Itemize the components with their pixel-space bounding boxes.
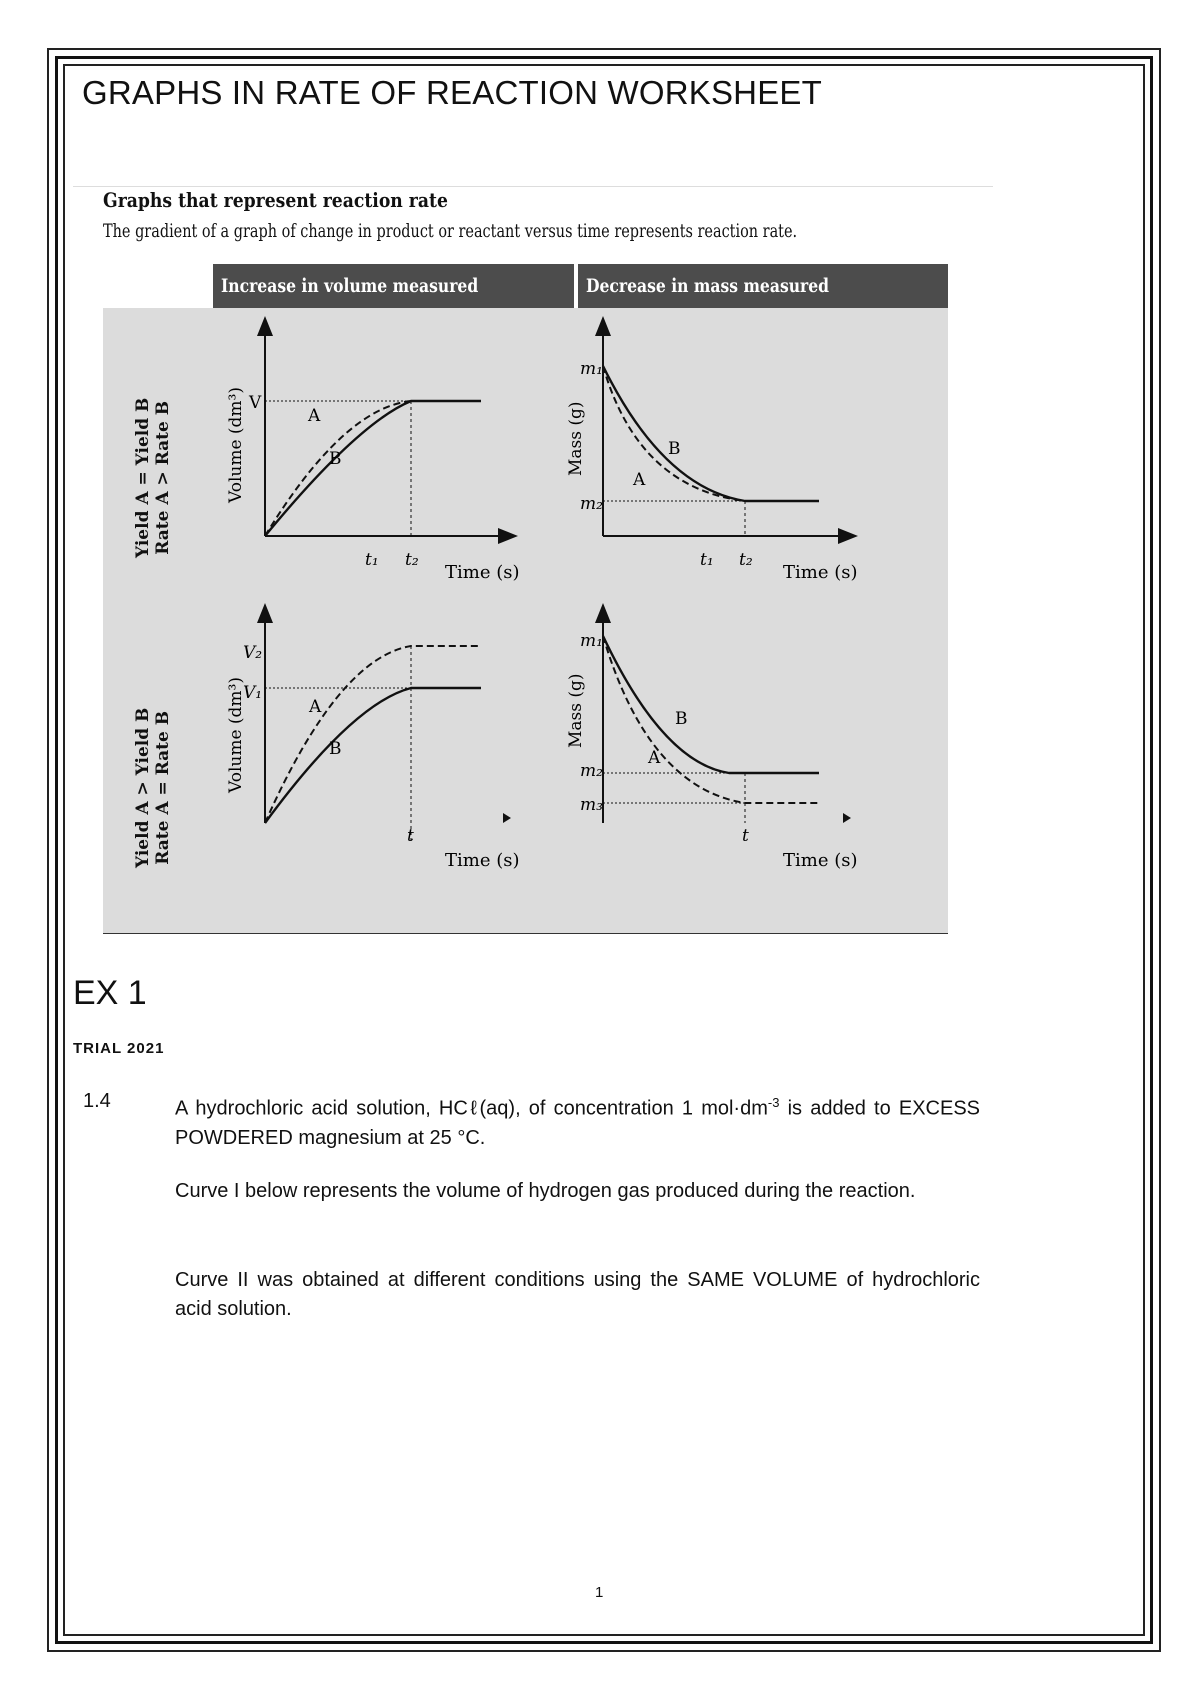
v-label: V [249, 393, 262, 413]
t1-label: t₁ [700, 550, 714, 570]
example-heading: EX 1 [73, 974, 147, 1012]
curve-b-label: B [329, 739, 342, 759]
graph-volume-greater-yield [226, 613, 520, 871]
column-header-mass [578, 264, 948, 308]
panel-bottom-rule [103, 933, 948, 934]
question-paragraph-1 [175, 1088, 980, 1153]
curve-b-label: B [668, 439, 681, 459]
mass-axis-label: Mass (g) [566, 401, 586, 476]
figure-heading: Graphs that represent reaction rate [103, 188, 448, 212]
column-header-volume [213, 264, 574, 308]
worksheet-title: GRAPHS IN RATE OF REACTION WORKSHEET [82, 74, 822, 111]
mass-axis-label: Mass (g) [566, 673, 586, 748]
rate-graphs-figure [73, 186, 993, 956]
t2-label: t₂ [405, 550, 419, 570]
question-p1-text: A hydrochloric acid solution, HCℓ(aq), of concentration 1 mol·dm [175, 1097, 768, 1120]
curve-a [603, 636, 819, 803]
concentration-exponent: -3 [767, 1095, 780, 1110]
question-number: 1.4 [83, 1090, 111, 1112]
time-axis-label: Time (s) [783, 850, 858, 871]
curve-a-label: A [648, 748, 661, 768]
v1-label: V₁ [243, 683, 263, 703]
graph-mass-equal-yield [566, 326, 858, 583]
curve-b-label: B [675, 709, 688, 729]
graph-volume-equal-yield [226, 326, 520, 583]
v2-label: V₂ [243, 643, 263, 663]
curve-a [265, 646, 481, 823]
curve-b [603, 636, 819, 773]
curve-b-label: B [329, 449, 342, 469]
m1-label: m₁ [580, 359, 603, 379]
t-label: t [742, 826, 749, 846]
graphs-panel [103, 308, 948, 933]
t1-label: t₁ [365, 550, 379, 570]
graph-mass-greater-yield [566, 613, 858, 871]
time-axis-label: Time (s) [783, 562, 858, 583]
page-number: 1 [595, 1584, 604, 1601]
m2-label: m₂ [580, 494, 603, 514]
t-label: t [407, 826, 414, 846]
question-paragraph-2: Curve I below represents the volume of hydrogen gas produced during the reaction. [175, 1180, 916, 1202]
curve-b [265, 688, 481, 823]
question-paragraph-3: Curve II was obtained at different conditions using the SAME VOLUME of hydrochloric acid solution. [175, 1269, 980, 1320]
curve-a-label: A [633, 470, 646, 490]
row1-label-line1: Yield A = Yield B [133, 397, 153, 558]
row2-label-line1: Yield A > Yield B [133, 707, 153, 868]
graphs-svg [103, 308, 948, 933]
volume-axis-label: Volume (dm³) [226, 386, 246, 503]
m1-label: m₁ [580, 631, 603, 651]
x-axis-arrow [843, 813, 851, 823]
figure-subheading: The gradient of a graph of change in product or reactant versus time represents reaction rate. [103, 220, 798, 242]
time-axis-label: Time (s) [445, 562, 520, 583]
curve-a [603, 366, 745, 501]
m3-label: m₃ [580, 795, 603, 815]
row2-label-line2: Rate A = Rate B [153, 710, 173, 865]
m2-label: m₂ [580, 761, 603, 781]
x-axis-arrow [503, 813, 511, 823]
volume-axis-label: Volume (dm³) [226, 676, 246, 793]
column-header-mass-text: Decrease in mass measured [586, 275, 830, 297]
figure-top-rule [73, 186, 993, 187]
column-header-volume-text: Increase in volume measured [221, 275, 479, 297]
curve-b [265, 401, 481, 536]
time-axis-label: Time (s) [445, 850, 520, 871]
curve-a-label: A [308, 406, 321, 426]
t2-label: t₂ [739, 550, 753, 570]
question-p1-text-cont: is added to EXCESS POWDERED magnesium at 25 °C. [175, 1097, 981, 1149]
trial-label: TRIAL 2021 [73, 1040, 165, 1057]
row1-label-line2: Rate A > Rate B [153, 400, 173, 555]
curve-a-label: A [309, 697, 322, 717]
